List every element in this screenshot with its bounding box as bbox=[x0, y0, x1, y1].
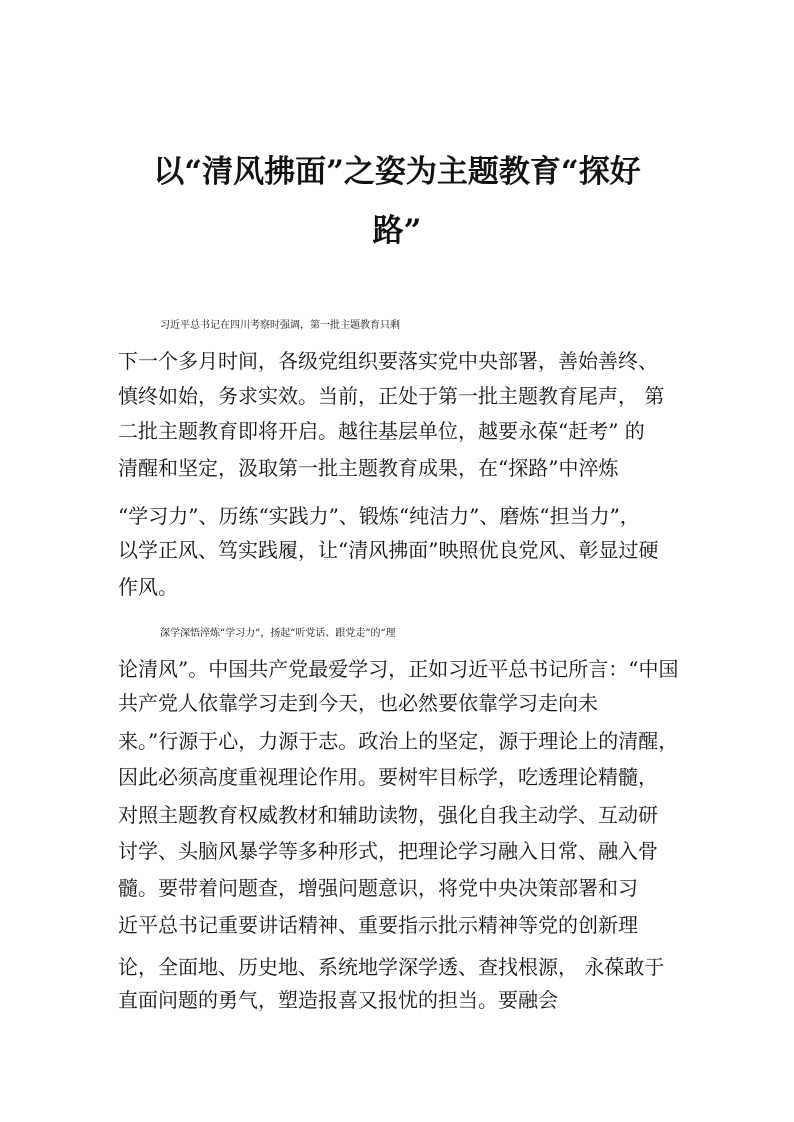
document-title-line-1: 以“清风拂面”之姿为主题教育“探好 bbox=[153, 154, 641, 190]
paragraph-1-line-2: 下一个多月时间，各级党组织要落实党中央部署，善始善终、 bbox=[118, 349, 658, 373]
paragraph-2-line-9: 近平总书记重要讲话精神、重要指示批示精神等党的创新理 bbox=[118, 913, 638, 937]
paragraph-1-line-5: 清醒和坚定，汲取第一批主题教育成果，在“探路”中淬炼 bbox=[118, 456, 619, 480]
paragraph-2-line-10: 论，全面地、历史地、系统地学深学透、查找根源， 永葆敢于 bbox=[118, 955, 665, 979]
paragraph-2-line-6: 对照主题教育权威教材和辅助读物，强化自我主动学、互动研 bbox=[118, 803, 658, 827]
paragraph-1-line-1: 习近平总书记在四川考察时强调，第一批主题教育只剩 bbox=[160, 320, 400, 331]
paragraph-2-line-11: 直面问题的勇气，塑造报喜又报忧的担当。要融会 bbox=[118, 988, 558, 1012]
paragraph-1-line-8: 作风。 bbox=[118, 575, 178, 599]
paragraph-2-line-5: 因此必须高度重视理论作用。要树牢目标学，吃透理论精髓， bbox=[118, 765, 658, 789]
document-title-line-2: 路” bbox=[372, 213, 422, 249]
paragraph-2-line-8: 髓。要带着问题查，增强问题意识，将党中央决策部署和习 bbox=[118, 876, 638, 900]
paragraph-2-line-3: 共产党人依靠学习走到今天，也必然要依靠学习走向未 bbox=[118, 691, 598, 715]
paragraph-2-line-1: 深学深悟淬炼“学习力”，扬起“听党话、跟党走”的“理 bbox=[160, 628, 396, 639]
paragraph-2-line-7: 讨学、头脑风暴学等多种形式，把理论学习融入日常、融入骨 bbox=[118, 839, 658, 863]
paragraph-1-line-6: “学习力”、历练“实践力”、锻炼“纯洁力”、磨炼“担当力”， bbox=[118, 504, 640, 528]
paragraph-2-line-4: 来。”行源于心，力源于志。政治上的坚定，源于理论上的清醒， bbox=[118, 729, 679, 753]
paragraph-1-line-3: 慎终如始，务求实效。当前，正处于第一批主题教育尾声， 第 bbox=[118, 384, 665, 408]
paragraph-1-line-4: 二批主题教育即将开启。越往基层单位，越要永葆“赶考” 的 bbox=[118, 419, 645, 443]
paragraph-2-line-2: 论清风”。中国共产党最爱学习，正如习近平总书记所言：“中国 bbox=[118, 657, 679, 681]
paragraph-1-line-7: 以学正风、笃实践履，让“清风拂面”映照优良党风、彰显过硬 bbox=[118, 538, 659, 562]
